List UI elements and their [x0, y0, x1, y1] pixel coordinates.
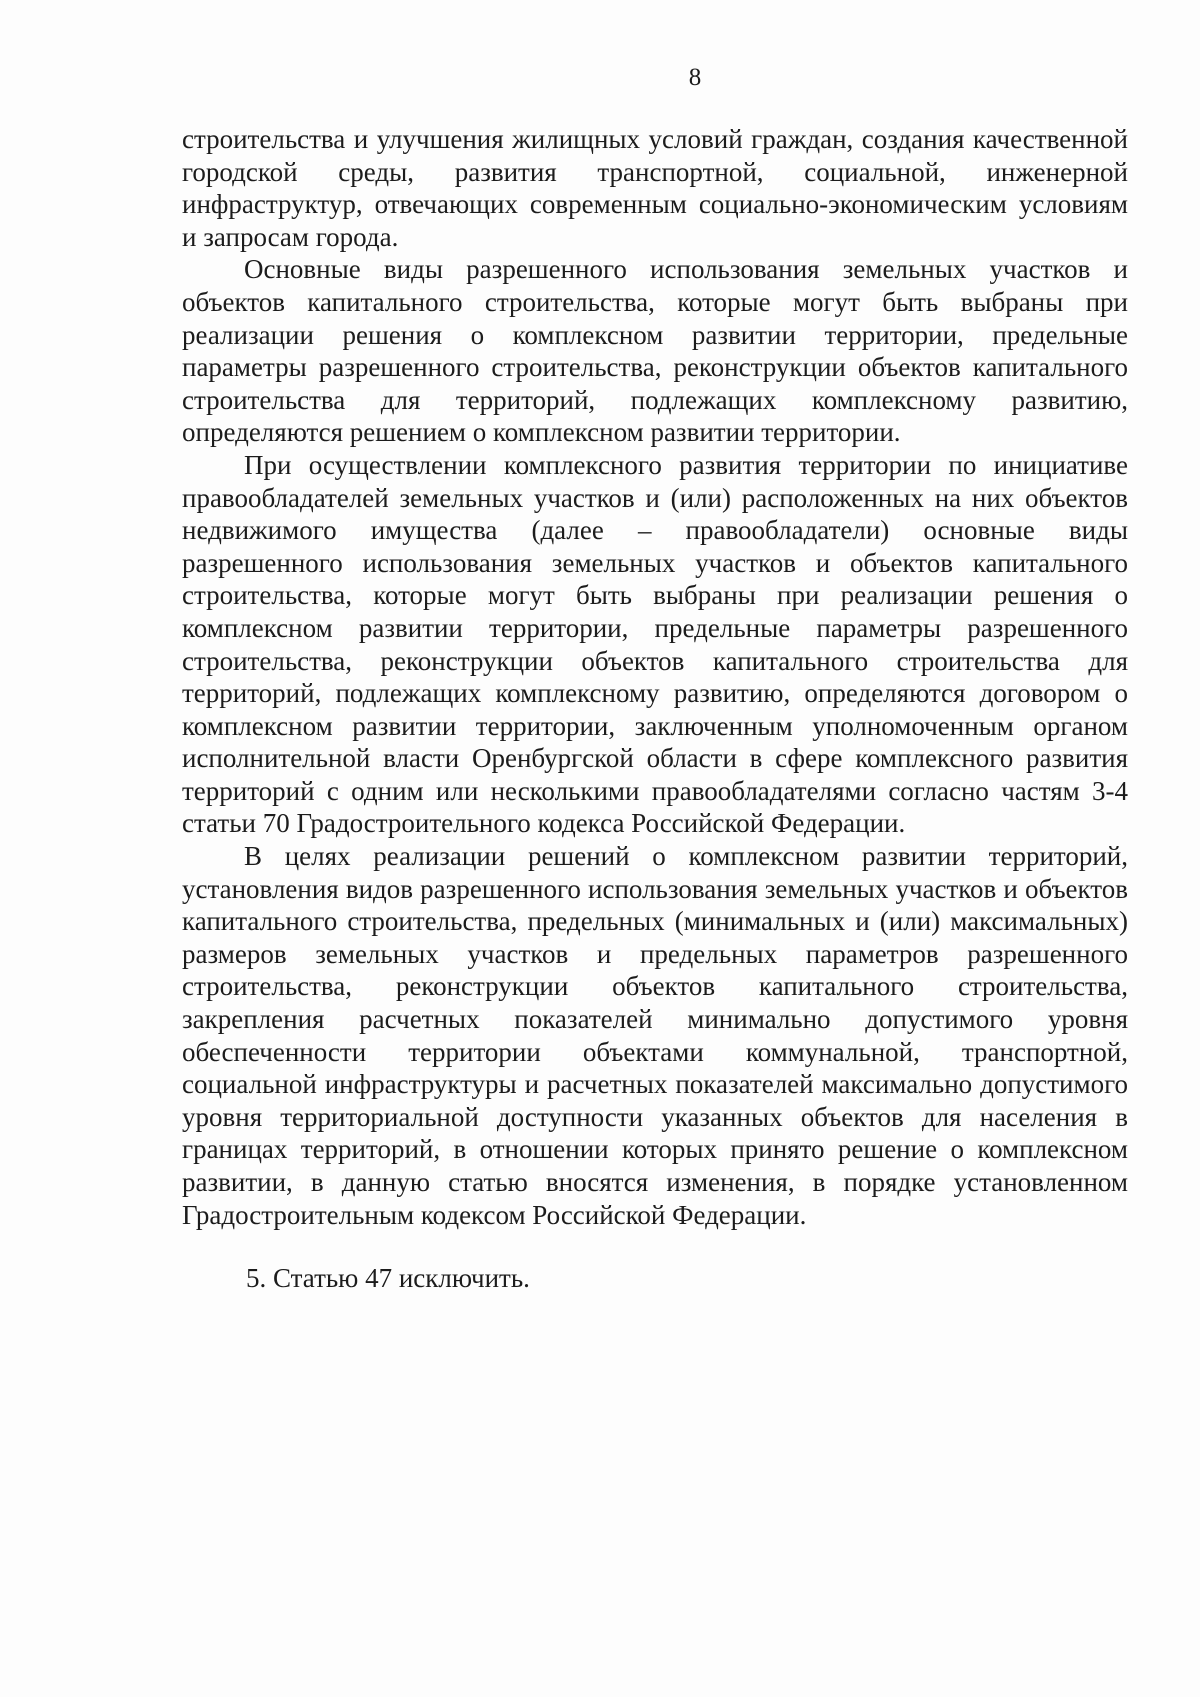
paragraph-implementation-purposes: В целях реализации решений о комплексном развитии территорий, установления видов разрешенного использования земельных участков и объектов капитального строительства, предельных (минимальных и (или) максимальных) размеров земельных участков и предельных параметров разрешенного строительства, реконструкции объектов капитального строительства, закрепления расчетных показателей минимально допустимого уровня обеспеченности территории объектами коммунальной, транспортной, социальной инфраструктуры и расчетных показателей максимально допустимого уровня территориальной доступности указанных объектов для населения в границах территорий, в отношении которых принято решение о комплексном развитии, в данную статью вносятся изменения, в порядке установленном Градостроительным кодексом Российской Федерации.	[182, 841, 1128, 1230]
amendment-item-5: 5. Статью 47 исключить.	[246, 1263, 530, 1294]
document-body	[182, 123, 1128, 1295]
paragraph-permitted-use: Основные виды разрешенного использования земельных участков и объектов капитального строительства, которые могут быть выбраны при реализации решения о комплексном развитии территории, предельные параметры разрешенного строительства, реконструкции объектов капитального строительства для территорий, подлежащих комплексному развитию, определяются решением о комплексном развитии территории.	[182, 254, 1128, 448]
paragraph-rightholders-initiative: При осуществлении комплексного развития территории по инициативе правообладателей земельных участков и (или) расположенных на них объектов недвижимого имущества (далее – правообладатели) основные виды разрешенного использования земельных участков и объектов капитального строительства, которые могут быть выбраны при реализации решения о комплексном развитии территории, предельные параметры разрешенного строительства, реконструкции объектов капитального строительства для территорий, подлежащих комплексному развитию, определяются договором о комплексном развитии территории, заключенным уполномоченным органом исполнительной власти Оренбургской области в сфере комплексного развития территорий с одним или несколькими правообладателями согласно частям 3-4 статьи 70 Градостроительного кодекса Российской Федерации.	[182, 449, 1128, 839]
paragraph-continuation: строительства и улучшения жилищных условий граждан, создания качественной городской среды, развития транспортной, социальной, инженерной инфраструктур, отвечающих современным социально-экономическим условиям и запросам города.	[182, 124, 1128, 252]
paragraph-spacer	[182, 1231, 1128, 1262]
page-number: 8	[688, 64, 702, 91]
